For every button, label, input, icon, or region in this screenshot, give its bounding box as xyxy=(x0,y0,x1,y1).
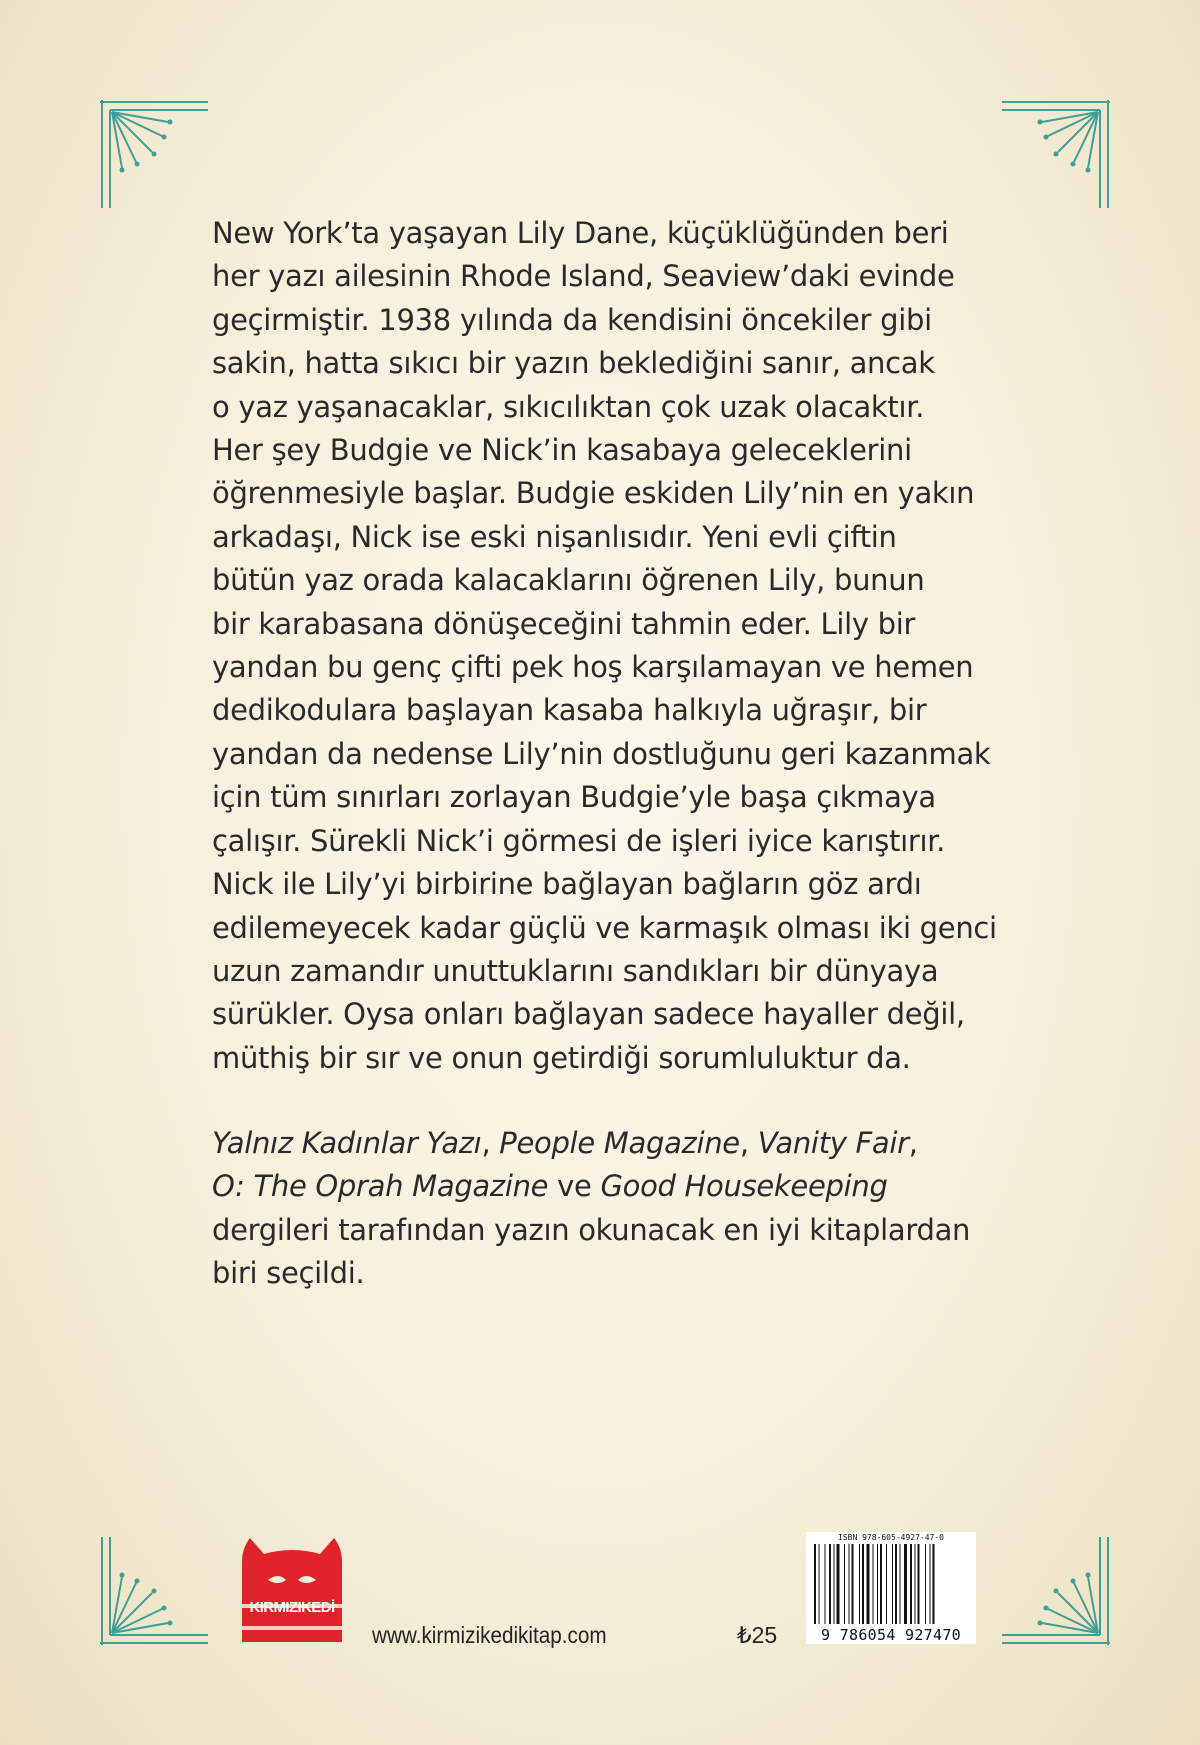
description-line: edilemeyecek kadar güçlü ve karmaşık olması iki genci xyxy=(212,910,997,945)
praise-line: dergileri tarafından yazın okunacak en iyi kitaplardan xyxy=(212,1212,971,1247)
barcode-bar xyxy=(829,1544,831,1624)
barcode-bar xyxy=(925,1544,926,1624)
description-line: Her şey Budgie ve Nick’in kasabaya geleceklerini xyxy=(212,433,912,468)
praise-line: O: The Oprah Magazine ve Good Housekeeping xyxy=(212,1169,888,1204)
sunburst-corner-icon xyxy=(1000,1535,1110,1645)
barcode-bar xyxy=(930,1544,931,1624)
description-line: için tüm sınırları zorlayan Budgie’yle başa çıkmaya xyxy=(212,780,936,815)
description-line: bütün yaz orada kalacaklarını öğrenen Lily, bunun xyxy=(212,563,925,598)
description-line: dedikodulara başlayan kasaba halkıyla uğraşır, bir xyxy=(212,693,927,728)
barcode-bar xyxy=(859,1544,860,1624)
publisher-logo xyxy=(234,1532,350,1642)
corner-ornament-bottom-right xyxy=(1000,1535,1110,1645)
corner-ornament-top-right xyxy=(1000,100,1110,210)
barcode-bar xyxy=(886,1544,887,1624)
barcode-bar xyxy=(892,1544,893,1624)
magazine-name: O: The Oprah Magazine xyxy=(212,1169,549,1204)
barcode-bar xyxy=(895,1544,897,1624)
corner-ornament-bottom-left xyxy=(100,1535,210,1645)
barcode-bar xyxy=(862,1544,864,1624)
corner-ornament-top-left xyxy=(100,100,210,210)
description-line: her yazı ailesinin Rhode Island, Seaview’daki evinde xyxy=(212,259,955,294)
barcode-bar xyxy=(837,1544,840,1624)
barcode-bar xyxy=(814,1544,816,1624)
description-line: New York’ta yaşayan Lily Dane, küçüklüğünden beri xyxy=(212,216,949,250)
price: ₺25 xyxy=(737,1622,778,1648)
description-line: müthiş bir sır ve onun getirdiği sorumluluktur da. xyxy=(212,1040,911,1075)
barcode-bar xyxy=(918,1544,920,1624)
book-description xyxy=(212,212,1012,1080)
description-line: geçirmiştir. 1938 yılında da kendisini öncekiler gibi xyxy=(212,302,932,337)
barcode-bar xyxy=(910,1544,912,1624)
sunburst-corner-icon xyxy=(100,1535,210,1645)
barcode-bar xyxy=(825,1544,826,1624)
barcode-bar xyxy=(904,1544,907,1624)
red-cat-logo-icon xyxy=(234,1532,350,1642)
description-line: öğrenmesiyle başlar. Budgie eskiden Lily’nin en yakın xyxy=(212,476,975,511)
description-line: yandan da nedense Lily’nin dostluğunu geri kazanmak xyxy=(212,736,991,771)
description-line: çalışır. Sürekli Nick’i görmesi de işleri iyice karıştırır. xyxy=(212,823,946,858)
praise-line: biri seçildi. xyxy=(212,1256,365,1291)
sunburst-corner-icon xyxy=(1000,100,1110,210)
barcode-bar xyxy=(900,1544,901,1624)
description-line: arkadaşı, Nick ise eski nişanlısıdır. Yeni evli çiftin xyxy=(212,519,897,554)
praise-line: Yalnız Kadınlar Yazı, People Magazine, Vanity Fair, xyxy=(212,1126,918,1160)
description-line: sürükler. Oysa onları bağlayan sadece hayaller değil, xyxy=(212,997,965,1032)
description-line: bir karabasana dönüşeceğini tahmin eder. Lily bir xyxy=(212,606,916,641)
barcode-bar xyxy=(880,1544,882,1624)
barcode-bar xyxy=(844,1544,845,1624)
barcode-digits: 9 786054 927470 xyxy=(821,1626,961,1644)
barcode-bar xyxy=(852,1544,854,1624)
barcode-bar xyxy=(933,1544,935,1624)
description-line: yandan bu genç çifti pek hoş karşılamayan ve hemen xyxy=(212,650,974,685)
barcode-bars xyxy=(814,1544,968,1624)
sunburst-corner-icon xyxy=(100,100,210,210)
barcode-bar xyxy=(873,1544,874,1624)
praise-paragraph xyxy=(212,1122,1012,1296)
description-line: sakin, hatta sıkıcı bir yazın beklediğini sanır, ancak xyxy=(212,346,935,381)
website-link[interactable]: www.kirmizikedikitap.com xyxy=(372,1622,607,1648)
magazine-name: Good Housekeeping xyxy=(600,1169,888,1204)
description-line: uzun zamandır unuttuklarını sandıkları bir dünyaya xyxy=(212,953,939,988)
book-title: Yalnız Kadınlar Yazı xyxy=(212,1126,482,1160)
description-line: Nick ile Lily’yi birbirine bağlayan bağların göz ardı xyxy=(212,867,922,902)
logo-text: KIRMIZIKEDİ xyxy=(249,1599,335,1616)
barcode-bar xyxy=(849,1544,850,1624)
isbn-label: ISBN 978-605-4927-47-0 xyxy=(838,1533,944,1542)
isbn-barcode xyxy=(806,1532,976,1644)
barcode-bar xyxy=(819,1544,820,1624)
barcode-bar xyxy=(834,1544,835,1624)
barcode-bar xyxy=(915,1544,916,1624)
magazine-name: Vanity Fair xyxy=(757,1126,909,1160)
barcode-bar xyxy=(867,1544,870,1624)
magazine-name: People Magazine xyxy=(499,1126,740,1160)
description-line: o yaz yaşanacaklar, sıkıcılıktan çok uzak olacaktır. xyxy=(212,389,925,424)
barcode-bar xyxy=(877,1544,878,1624)
